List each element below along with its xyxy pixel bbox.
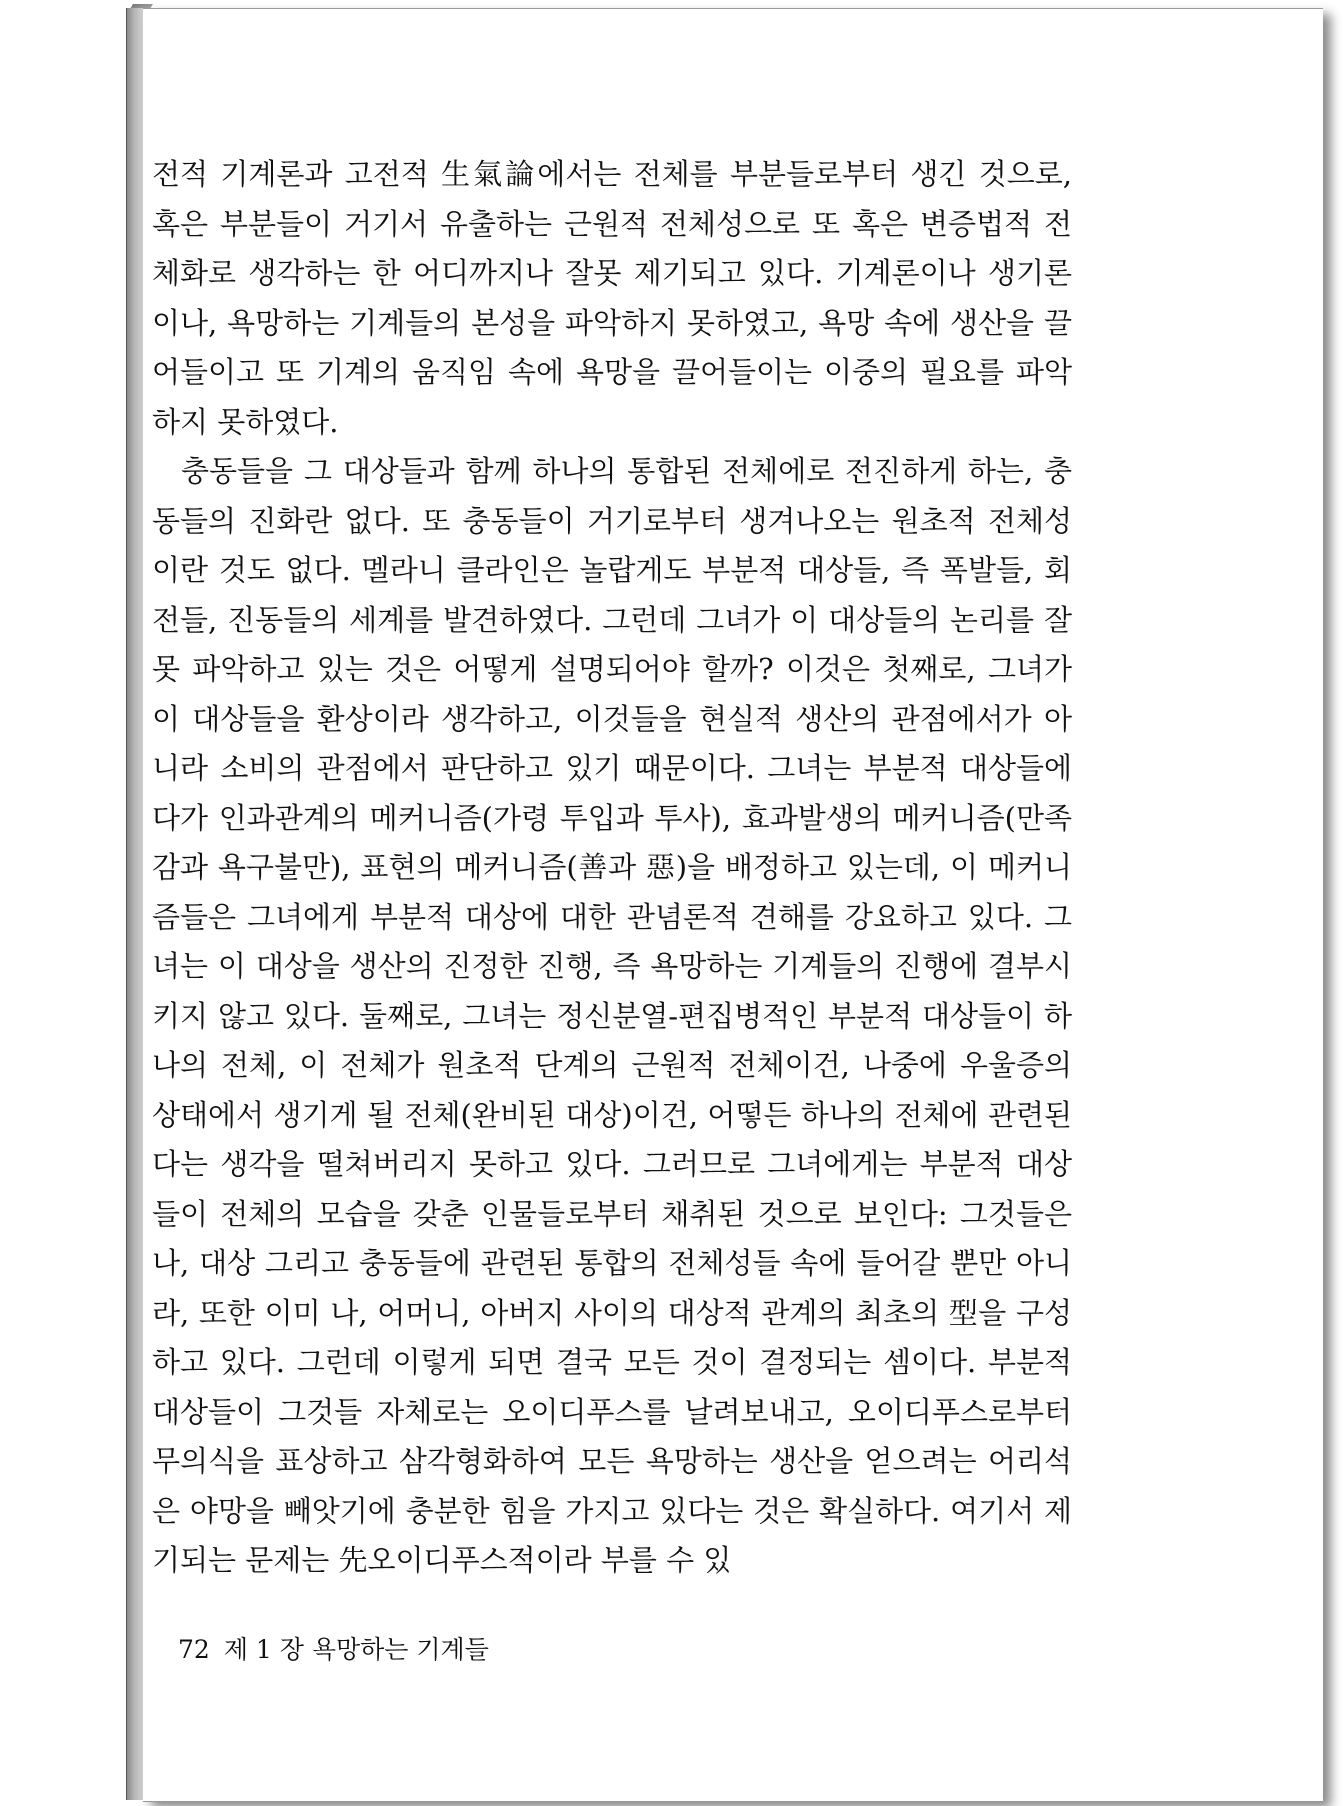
chapter-title: 제 1 장 욕망하는 기계들 <box>223 1635 489 1664</box>
paragraph-1: 전적 기계론과 고전적 生氣論에서는 전체를 부분들로부터 생긴 것으로, 혹은 부분들이 거기서 유출하는 근원적 전체성으로 또 혹은 변증법적 전체화로 생각하는 한 어디까지나 잘못 제기되고 있다. 기계론이나 생기론이나, 욕망하는 기계들의 본성을 파악하지 못하였고, 욕망 속에 생산을 끌어들이고 또 기계의 움직임 속에 욕망을 끌어들이는 이중의 필요를 파악하지 못하였다. <box>152 157 1072 439</box>
page-footer <box>178 1630 503 1666</box>
body-text <box>152 150 1072 1586</box>
page-number: 72 <box>178 1635 210 1664</box>
paragraph-2: 충동들을 그 대상들과 함께 하나의 통합된 전체에로 전진하게 하는, 충동들의 진화란 없다. 또 충동들이 거기로부터 생겨나오는 원초적 전체성이란 것도 없다. 멜라니 클라인은 놀랍게도 부분적 대상들, 즉 폭발들, 회전들, 진동들의 세계를 발견하였다. 그런데 그녀가 이 대상들의 논리를 잘못 파악하고 있는 것은 어떻게 설명되어야 할까? 이것은 첫째로, 그녀가 이 대상들을 환상이라 생각하고, 이것들을 현실적 생산의 관점에서가 아니라 소비의 관점에서 판단하고 있기 때문이다. 그녀는 부분적 대상들에다가 인과관계의 메커니즘(가령 투입과 투사), 효과발생의 메커니즘(만족감과 욕구불만), 표현의 메커니즘(善과 惡)을 배정하고 있는데, 이 메커니즘들은 그녀에게 부분적 대상에 대한 관념론적 견해를 강요하고 있다. 그녀는 이 대상을 생산의 진정한 진행, 즉 욕망하는 기계들의 진행에 결부시키지 않고 있다. 둘째로, 그녀는 정신분열-편집병적인 부분적 대상들이 하나의 전체, 이 전체가 원초적 단계의 근원적 전체이건, 나중에 우울증의 상태에서 생기게 될 전체(완비된 대상)이건, 어떻든 하나의 전체에 관련된다는 생각을 떨쳐버리지 못하고 있다. 그러므로 그녀에게는 부분적 대상들이 전체의 모습을 갖춘 인물들로부터 채취된 것으로 보인다: 그것들은 나, 대상 그리고 충동들에 관련된 통합의 전체성들 속에 들어갈 뿐만 아니라, 또한 이미 나, 어머니, 아버지 사이의 대상적 관계의 최초의 型을 구성하고 있다. 그런데 이렇게 되면 결국 모든 것이 결정되는 셈이다. 부분적 대상들이 그것들 자체로는 오이디푸스를 날려보내고, 오이디푸스로부터 무의식을 표상하고 삼각형화하여 모든 욕망하는 생산을 얻으려는 어리석은 야망을 빼앗기에 충분한 힘을 가지고 있다는 것은 확실하다. 여기서 제기되는 문제는 先오이디푸스적이라 부를 수 있 <box>152 454 1072 1577</box>
